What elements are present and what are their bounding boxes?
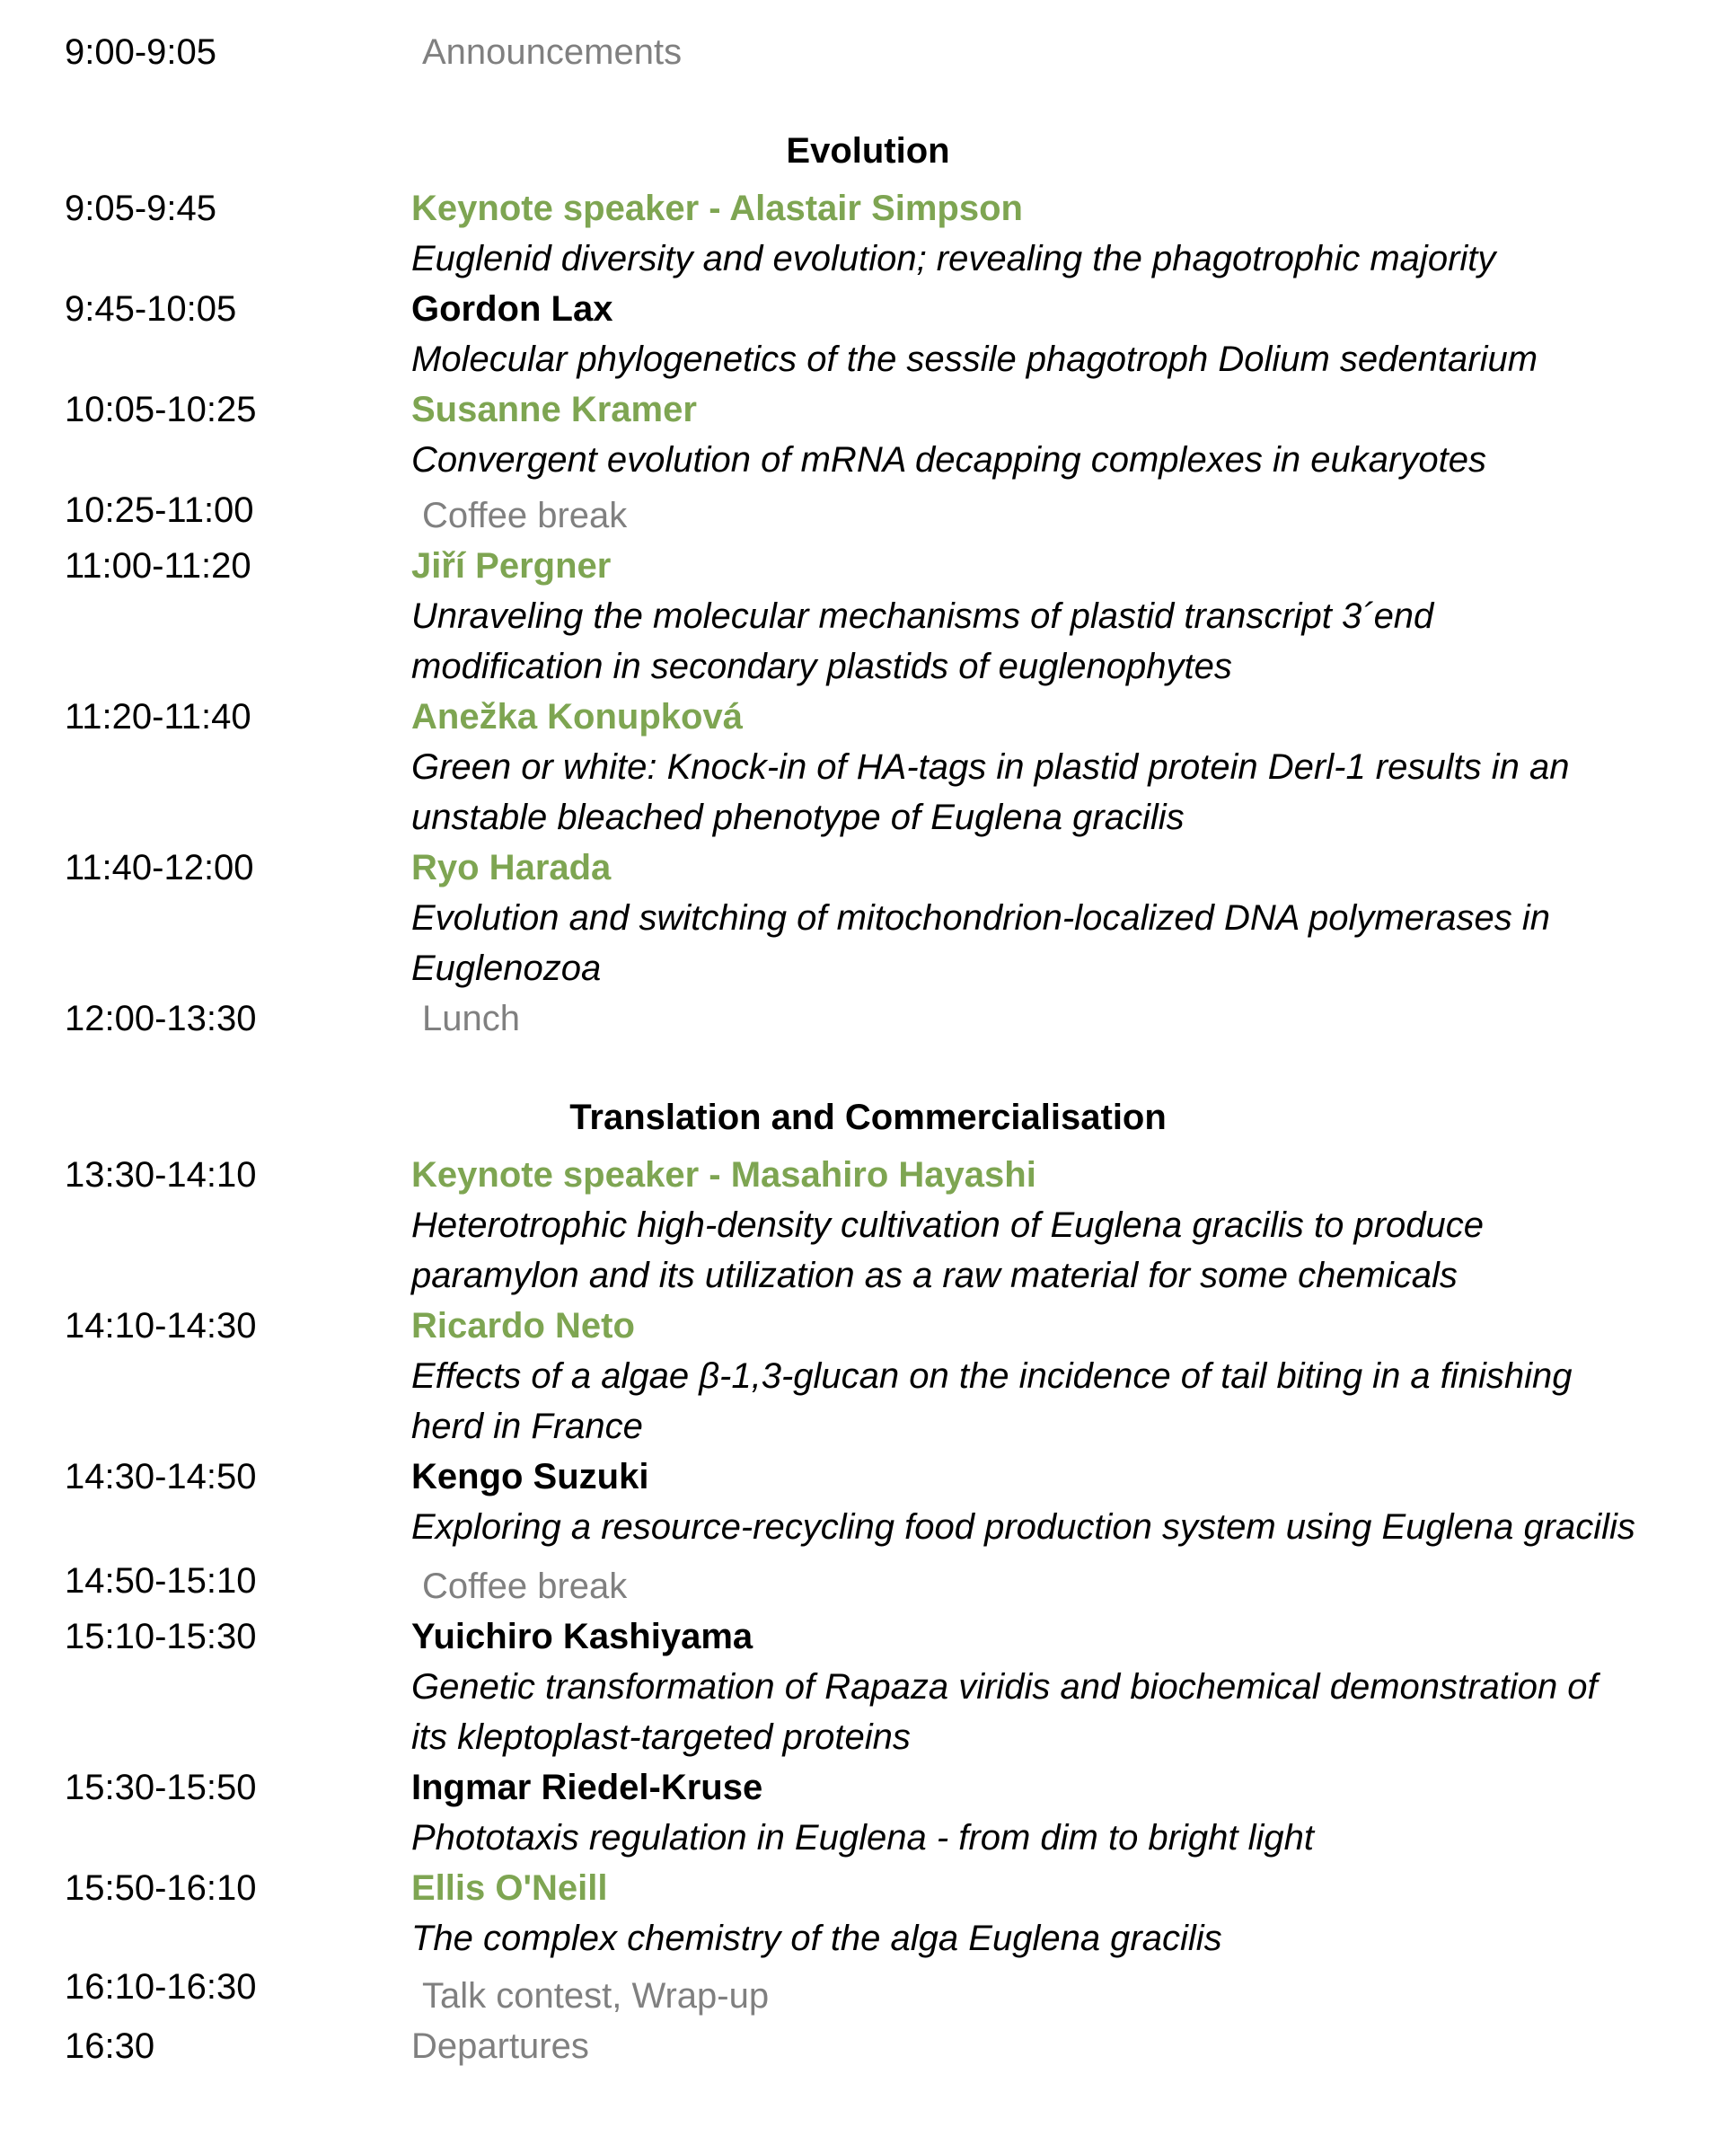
talk-title: Effects of a algae β-1,3-glucan on the incidence of tail biting in a finishing — [411, 1356, 1573, 1396]
talk-title: Heterotrophic high-density cultivation of Euglena gracilis to produce — [411, 1205, 1485, 1245]
time-slot: 16:10-16:30 — [65, 1967, 257, 2007]
section-heading: Evolution — [786, 131, 950, 171]
talk-title: paramylon and its utilization as a raw material for some chemicals — [411, 1256, 1458, 1295]
speaker-name: Keynote speaker - Masahiro Hayashi — [411, 1155, 1036, 1195]
break-label: Announcements — [422, 32, 683, 72]
talk-title: Convergent evolution of mRNA decapping complexes in eukaryotes — [411, 440, 1486, 480]
time-slot: 10:05-10:25 — [65, 390, 257, 429]
talk-title: Euglenozoa — [411, 949, 602, 988]
speaker-name: Ryo Harada — [411, 848, 612, 887]
time-slot: 12:00-13:30 — [65, 999, 257, 1038]
time-slot: 9:05-9:45 — [65, 189, 217, 228]
time-slot: 14:10-14:30 — [65, 1306, 257, 1346]
time-slot: 15:10-15:30 — [65, 1617, 257, 1656]
speaker-name: Kengo Suzuki — [411, 1457, 649, 1496]
speaker-name: Ricardo Neto — [411, 1306, 635, 1346]
speaker-name: Anežka Konupková — [411, 697, 743, 737]
speaker-name: Ingmar Riedel-Kruse — [411, 1768, 763, 1807]
time-slot: 9:45-10:05 — [65, 289, 237, 329]
talk-title: Unraveling the molecular mechanisms of plastid transcript 3´end — [411, 596, 1434, 636]
talk-title: Green or white: Knock-in of HA-tags in plastid protein Derl-1 results in an — [411, 747, 1570, 787]
talk-title: Evolution and switching of mitochondrion-localized DNA polymerases in — [411, 898, 1551, 938]
break-label: Lunch — [422, 999, 520, 1038]
time-slot: 11:20-11:40 — [65, 697, 251, 737]
time-slot: 15:30-15:50 — [65, 1768, 257, 1807]
talk-title: Molecular phylogenetics of the sessile phagotroph Dolium sedentarium — [411, 340, 1538, 379]
speaker-name: Yuichiro Kashiyama — [411, 1617, 753, 1656]
time-slot: 13:30-14:10 — [65, 1155, 257, 1195]
talk-title: modification in secondary plastids of euglenophytes — [411, 647, 1232, 686]
talk-title: herd in France — [411, 1407, 643, 1446]
talk-title: Phototaxis regulation in Euglena - from dim to bright light — [411, 1818, 1314, 1858]
time-slot: 14:30-14:50 — [65, 1457, 257, 1496]
time-slot: 15:50-16:10 — [65, 1868, 257, 1908]
time-slot: 16:30 — [65, 2026, 155, 2066]
talk-title: its kleptoplast-targeted proteins — [411, 1717, 911, 1757]
speaker-name: Keynote speaker - Alastair Simpson — [411, 189, 1023, 228]
break-label: Talk contest, Wrap-up — [422, 1976, 770, 2016]
break-label: Departures — [411, 2026, 589, 2066]
break-label: Coffee break — [422, 1567, 628, 1606]
speaker-name: Jiří Pergner — [411, 546, 612, 586]
talk-title: Euglenid diversity and evolution; revealing the phagotrophic majority — [411, 239, 1496, 278]
time-slot: 10:25-11:00 — [65, 490, 254, 530]
section-heading: Translation and Commercialisation — [569, 1098, 1167, 1137]
time-slot: 11:40-12:00 — [65, 848, 254, 887]
break-label: Coffee break — [422, 496, 628, 535]
speaker-name: Susanne Kramer — [411, 390, 697, 429]
talk-title: Genetic transformation of Rapaza viridis and biochemical demonstration of — [411, 1667, 1598, 1707]
talk-title: unstable bleached phenotype of Euglena gracilis — [411, 798, 1185, 837]
talk-title: The complex chemistry of the alga Euglena gracilis — [411, 1919, 1222, 1958]
speaker-name: Gordon Lax — [411, 289, 613, 329]
time-slot: 9:00-9:05 — [65, 32, 217, 72]
time-slot: 11:00-11:20 — [65, 546, 251, 586]
talk-title: Exploring a resource-recycling food production system using Euglena gracilis — [411, 1507, 1635, 1547]
time-slot: 14:50-15:10 — [65, 1561, 257, 1601]
speaker-name: Ellis O'Neill — [411, 1868, 608, 1908]
